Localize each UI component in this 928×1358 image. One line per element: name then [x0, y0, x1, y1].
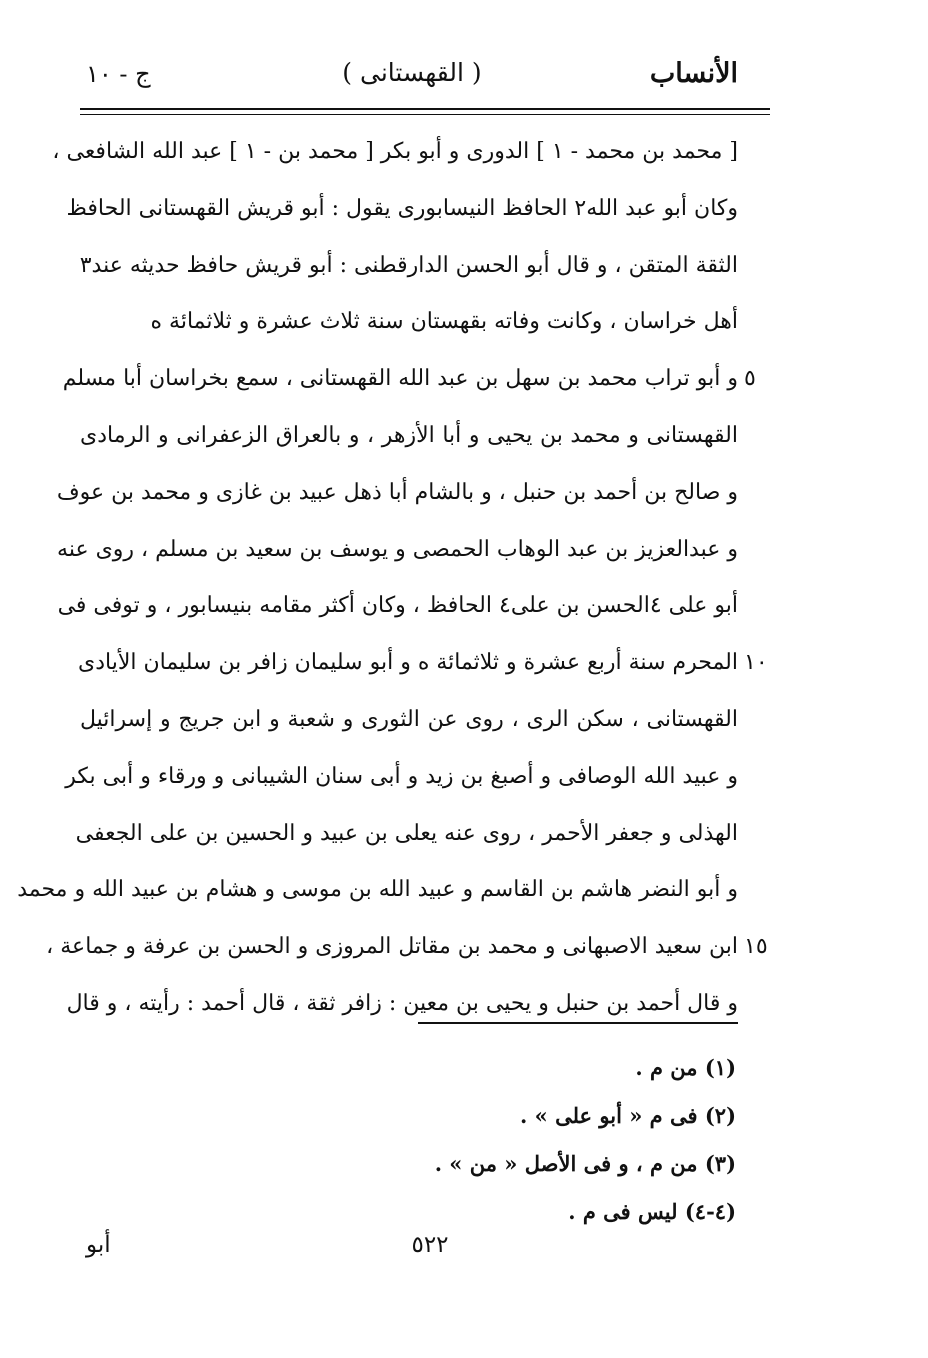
text-line: و عبدالعزيز بن عبد الوهاب الحمصى و يوسف بن سعيد بن مسلم ، روى عنه — [57, 536, 738, 562]
footnote-rule — [418, 1022, 738, 1024]
footnotes — [300, 1044, 736, 1236]
line-number: ١٥ — [744, 934, 768, 960]
text-line: و صالح بن أحمد بن حنبل ، و بالشام أبا ذهل عبيد بن غازى و محمد بن عوف — [56, 479, 738, 505]
line-number: ١٠ — [744, 650, 768, 676]
header-rule-thin — [80, 114, 770, 115]
text-line: و عبيد الله الوصافى و أصبغ بن زيد و أبى سنان الشيبانى و ورقاء و أبى بكر — [65, 763, 738, 789]
text-line: [ محمد بن محمد - ١ ] الدورى و أبو بكر [ محمد بن - ١ ] عبد الله الشافعى ، — [52, 139, 738, 164]
text-line: الهذلى و جعفر الأحمر ، روى عنه يعلى بن عبيد و الحسين بن على الجعفى — [75, 820, 738, 846]
header-section-title: ( القهستانى ) — [342, 58, 482, 87]
text-line: المحرم سنة أربع عشرة و ثلاثمائة ه و أبو سليمان زافر بن سليمان الأيادى — [78, 650, 738, 676]
header-book-title: الأنساب — [649, 58, 738, 89]
page-number: ٥٢٢ — [411, 1232, 449, 1258]
text-line: أبو على ٤الحسن بن على٤ الحافظ ، وكان أكثر مقامه بنيسابور ، و توفى فى — [57, 593, 738, 619]
text-line: أهل خراسان ، وكانت وفاته بقهستان سنة ثلاث عشرة و ثلاثمائة ه — [150, 309, 738, 335]
text-line: ابن سعيد الاصبهانى و محمد بن مقاتل المروزى و الحسن بن عرفة و جماعة ، — [46, 934, 738, 960]
running-header — [86, 58, 738, 98]
main-text — [17, 124, 738, 1033]
text-line: القهستانى ، سكن الرى ، روى عن الثورى و شعبة و ابن جريج و إسرائيل — [80, 706, 738, 732]
footnote: (٣) من م ، و فى الأصل « من » . — [434, 1151, 736, 1176]
line-number: ٥ — [744, 366, 756, 392]
header-volume: ج - ١٠ — [86, 60, 151, 88]
footnote: (٢) فى م « أبو على » . — [520, 1103, 736, 1128]
header-rule — [80, 108, 770, 110]
text-line: و أبو تراب محمد بن سهل بن عبد الله القهستانى ، سمع بخراسان أبا مسلم — [62, 366, 738, 392]
text-line: و قال أحمد بن حنبل و يحيى بن معين : زافر ثقة ، قال أحمد : رأيته ، و قال — [66, 990, 738, 1016]
text-line: و أبو النضر هاشم بن القاسم و عبيد الله بن موسى و هشام بن عبيد الله و محمد — [17, 877, 738, 903]
text-line: الثقة المتقن ، و قال أبو الحسن الدارقطنى : أبو قريش حافظ حديثه عند٣ — [79, 252, 738, 278]
footnote: (١) من م . — [635, 1055, 736, 1080]
footnote: (٤-٤) ليس فى م . — [568, 1199, 736, 1224]
catchword: أبو — [86, 1232, 111, 1258]
text-line: القهستانى و محمد بن يحيى و أبا الأزهر ، و بالعراق الزعفرانى و الرمادى — [80, 422, 738, 448]
text-line: وكان أبو عبد الله٢ الحافظ النيسابورى يقول : أبو قريش القهستانى الحافظ — [66, 195, 738, 221]
